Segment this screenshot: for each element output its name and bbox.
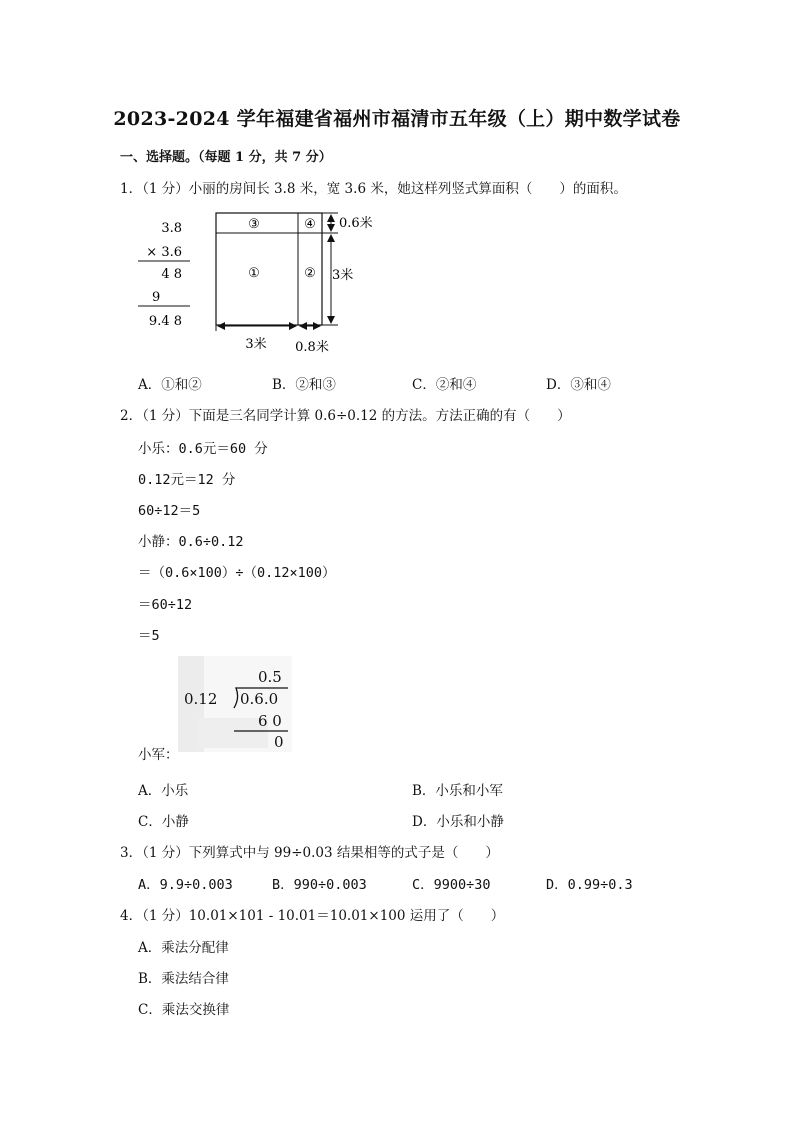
page-title: 2023-2024 学年福建省福州市福清市五年级（上）期中数学试卷: [113, 108, 681, 130]
section-heading: 一、选择题。（每题 1 分，共 7 分）: [120, 150, 332, 165]
q2-line-4: 小静：0.6÷0.12: [138, 534, 244, 550]
q2-option-d[interactable]: D．小乐和小静: [412, 814, 504, 830]
q2-line-2: 0.12元＝12 分: [138, 472, 236, 488]
q3-option-d[interactable]: D．0.99÷0.3: [546, 877, 633, 893]
q1-room-figure: [210, 207, 390, 362]
q2-line-6: ＝60÷12: [138, 597, 193, 613]
q1-option-d[interactable]: D．③和④: [546, 377, 611, 393]
q1-vertical-calculation: [136, 212, 196, 337]
calc-row-1: 3.8: [161, 221, 182, 236]
dim-label-0.8: 0.8米: [295, 340, 329, 355]
calc-row-4: 9: [152, 290, 161, 305]
q3-option-b[interactable]: B．990÷0.003: [272, 877, 367, 893]
region-2-label: ②: [304, 266, 316, 281]
q4-option-b[interactable]: B．乘法结合律: [138, 971, 229, 987]
q2-line-3: 60÷12＝5: [138, 503, 201, 519]
q2-option-b[interactable]: B．小乐和小军: [412, 783, 503, 799]
xiaojun-division-photo: [178, 656, 292, 752]
q2-line-1: 小乐：0.6元＝60 分: [138, 441, 268, 457]
question-3-stem: 3．（1 分）下列算式中与 99÷0.03 结果相等的式子是（ ）: [120, 845, 499, 861]
q2-line-7: ＝5: [138, 628, 160, 644]
calc-row-5: 9.4 8: [148, 314, 182, 329]
region-4-label: ④: [304, 217, 316, 232]
q1-option-a[interactable]: A．①和②: [138, 377, 202, 393]
q2-line-5: ＝（0.6×100）÷（0.12×100）: [138, 565, 336, 581]
q2-option-c[interactable]: C．小静: [138, 814, 189, 830]
dim-label-3h: 3米: [245, 337, 267, 352]
q2-xiaojun-label: 小军：: [138, 747, 179, 763]
q4-option-c[interactable]: C．乘法交换律: [138, 1002, 230, 1018]
region-1-label: ①: [248, 266, 260, 281]
division-divisor: 0.12: [184, 690, 218, 708]
question-2-stem: 2．（1 分）下面是三名同学计算 0.6÷0.12 的方法。方法正确的有（ ）: [120, 408, 571, 424]
division-remainder: 0: [274, 733, 284, 751]
q1-option-c[interactable]: C．②和④: [412, 377, 477, 393]
dim-label-0.6: 0.6米: [339, 216, 373, 231]
region-3-label: ③: [248, 217, 260, 232]
q3-option-a[interactable]: A．9.9÷0.003: [138, 877, 233, 893]
question-1-stem: 1．（1 分）小丽的房间长 3.8 米，宽 3.6 米，她这样列竖式算面积（ ）的面积。: [120, 181, 627, 197]
dim-label-3v: 3米: [332, 268, 354, 283]
q4-option-a[interactable]: A．乘法分配律: [138, 940, 229, 956]
q3-option-c[interactable]: C．9900÷30: [412, 877, 491, 893]
q1-option-b[interactable]: B．②和③: [272, 377, 336, 393]
division-dividend: 0.6.0: [240, 690, 279, 708]
division-quotient: 0.5: [258, 668, 282, 686]
calc-row-3: 4 8: [161, 267, 182, 282]
q2-option-a[interactable]: A．小乐: [138, 783, 189, 799]
division-product: 6 0: [258, 712, 282, 730]
calc-row-2: × 3.6: [146, 245, 182, 260]
question-4-stem: 4．（1 分）10.01×101 - 10.01＝10.01×100 运用了（ ）: [120, 908, 505, 924]
